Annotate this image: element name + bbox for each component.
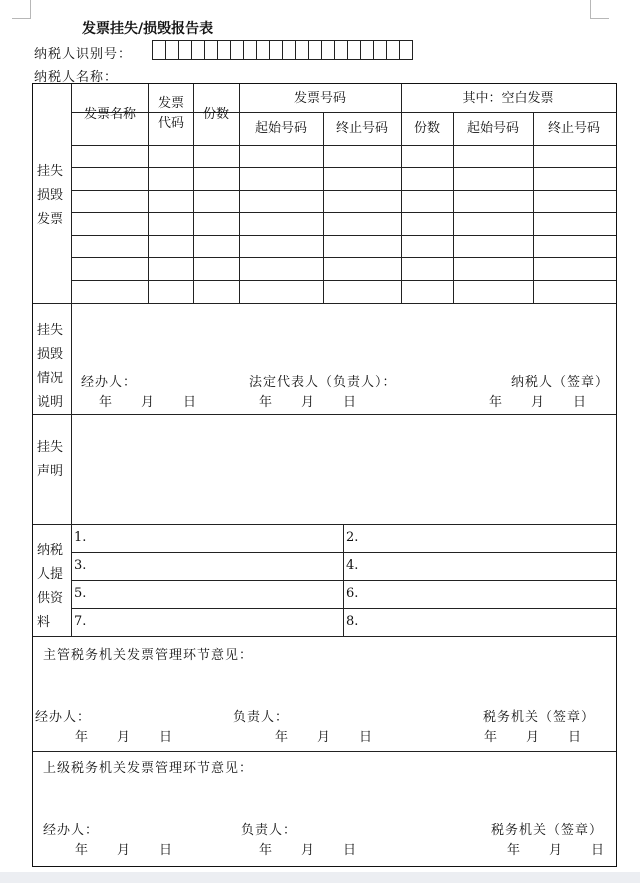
- material-item-5[interactable]: 5.: [74, 586, 87, 601]
- id-box[interactable]: [295, 40, 309, 60]
- grid-line: [71, 280, 616, 281]
- section-divider: [33, 751, 616, 752]
- date-line: 年 月 日: [489, 395, 588, 410]
- id-box[interactable]: [347, 40, 361, 60]
- grid-line: [239, 84, 240, 303]
- col-header-invoice-name: 发票名称: [83, 107, 137, 122]
- grid-line: [71, 235, 616, 236]
- taxpayer-seal-label: 纳税人（签章）: [511, 375, 610, 390]
- grid-line: [71, 580, 616, 581]
- grid-line: [401, 84, 402, 303]
- material-item-7[interactable]: 7.: [74, 614, 87, 629]
- sub-header-start-number-blank: 起始号码: [466, 121, 520, 136]
- document-title: 发票挂失/损毁报告表: [82, 21, 214, 37]
- person-in-charge-label: 负责人：: [241, 823, 298, 838]
- handler-label: 经办人：: [81, 375, 138, 390]
- id-box[interactable]: [217, 40, 231, 60]
- id-box[interactable]: [373, 40, 387, 60]
- id-box[interactable]: [399, 40, 413, 60]
- tax-office-seal-label: 税务机关（签章）: [483, 710, 596, 725]
- section-divider: [33, 414, 616, 415]
- date-line: 年 月 日: [99, 395, 198, 410]
- col-header-invoice-code: 代码: [157, 116, 185, 131]
- id-box[interactable]: [334, 40, 348, 60]
- taxpayer-id-boxes[interactable]: [152, 40, 412, 60]
- grid-line: [148, 84, 149, 303]
- superior-tax-office-opinion-label: 上级税务机关发票管理环节意见：: [43, 761, 254, 776]
- grid-line: [71, 303, 72, 636]
- material-item-6[interactable]: 6.: [346, 586, 359, 601]
- grid-line: [71, 212, 616, 213]
- grid-line: [71, 257, 616, 258]
- date-line: 年 月 日: [75, 843, 174, 858]
- id-box[interactable]: [321, 40, 335, 60]
- id-box[interactable]: [269, 40, 283, 60]
- id-box[interactable]: [386, 40, 400, 60]
- date-line: 年 月 日: [507, 843, 606, 858]
- local-tax-office-opinion-label: 主管税务机关发票管理环节意见：: [43, 648, 254, 663]
- sub-header-end-number-blank: 终止号码: [547, 121, 601, 136]
- date-line: 年 月 日: [275, 730, 374, 745]
- grid-line: [323, 112, 324, 303]
- material-item-3[interactable]: 3.: [74, 558, 87, 573]
- tax-office-seal-label: 税务机关（签章）: [491, 823, 604, 838]
- person-in-charge-label: 负责人：: [233, 710, 290, 725]
- sub-header-copies: 份数: [413, 121, 441, 136]
- window-bottom-strip: [0, 872, 640, 883]
- id-box[interactable]: [243, 40, 257, 60]
- id-box[interactable]: [204, 40, 218, 60]
- section-divider: [33, 524, 616, 525]
- date-line: 年 月 日: [259, 843, 358, 858]
- legal-rep-label: 法定代表人（负责人）：: [249, 375, 397, 390]
- id-box[interactable]: [178, 40, 192, 60]
- material-item-8[interactable]: 8.: [346, 614, 359, 629]
- date-line: 年 月 日: [484, 730, 583, 745]
- sub-header-start-number: 起始号码: [254, 121, 308, 136]
- grid-line: [453, 112, 454, 303]
- col-header-invoice-number: 发票号码: [293, 91, 347, 106]
- grid-line: [71, 552, 616, 553]
- section-divider: [33, 303, 616, 304]
- grid-line: [71, 190, 616, 191]
- grid-line: [71, 145, 616, 146]
- date-line: 年 月 日: [259, 395, 358, 410]
- section-label-lost-invoices: 挂失 损毁 发票: [37, 164, 64, 227]
- date-line: 年 月 日: [75, 730, 174, 745]
- id-box[interactable]: [191, 40, 205, 60]
- material-item-4[interactable]: 4.: [346, 558, 359, 573]
- material-item-2[interactable]: 2.: [346, 530, 359, 545]
- id-box[interactable]: [152, 40, 166, 60]
- id-box[interactable]: [256, 40, 270, 60]
- grid-line: [239, 112, 616, 113]
- section-divider: [33, 636, 616, 637]
- section-label-statement: 挂失 声明: [37, 440, 64, 479]
- grid-line: [193, 84, 194, 303]
- material-item-1[interactable]: 1.: [74, 530, 87, 545]
- id-box[interactable]: [230, 40, 244, 60]
- grid-line: [533, 112, 534, 303]
- grid-line: [71, 84, 72, 303]
- handler-label: 经办人：: [43, 823, 100, 838]
- id-box[interactable]: [308, 40, 322, 60]
- page-corner-mark-right: [590, 0, 609, 19]
- grid-line: [71, 167, 616, 168]
- id-box[interactable]: [165, 40, 179, 60]
- id-box[interactable]: [282, 40, 296, 60]
- section-label-description: 挂失 损毁 情况 说明: [37, 323, 64, 410]
- page-corner-mark-left: [12, 0, 31, 19]
- col-header-blank-invoice: 其中：空白发票: [462, 91, 554, 106]
- col-header-invoice-code: 发票: [157, 96, 185, 111]
- section-label-materials: 纳税 人提 供资 料: [37, 543, 64, 630]
- grid-line: [71, 608, 616, 609]
- taxpayer-name-label: 纳税人名称：: [34, 70, 119, 85]
- col-header-copies: 份数: [202, 107, 230, 122]
- sub-header-end-number: 终止号码: [335, 121, 389, 136]
- taxpayer-id-label: 纳税人识别号：: [34, 47, 133, 62]
- report-form: [32, 83, 617, 867]
- id-box[interactable]: [360, 40, 374, 60]
- handler-label: 经办人：: [35, 710, 92, 725]
